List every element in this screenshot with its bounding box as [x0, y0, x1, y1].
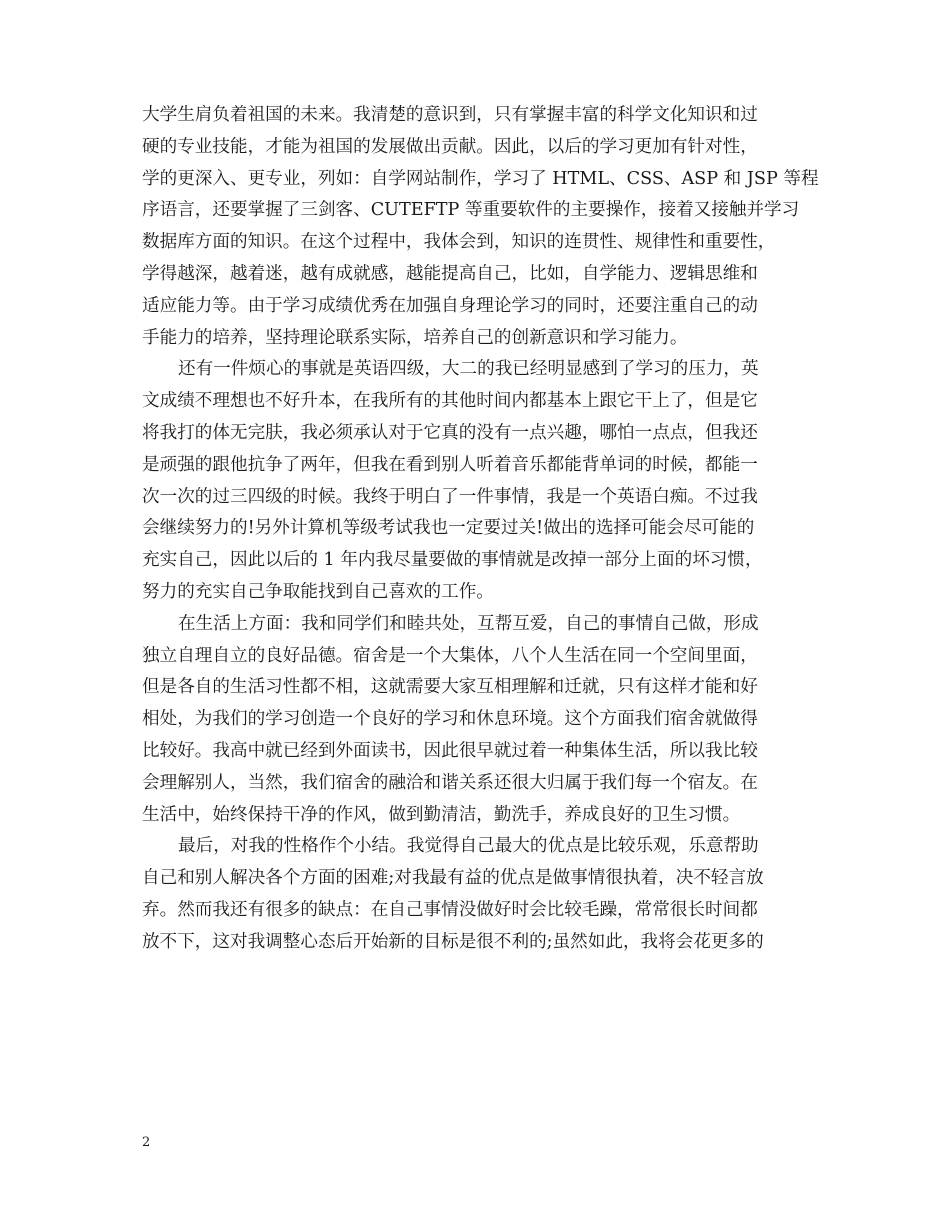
text-line: 会继续努力的!另外计算机等级考试我也一定要过关!做出的选择可能会尽可能的 — [142, 518, 755, 539]
text-line: 比较好。我高中就已经到外面读书，因此很早就过着一种集体生活，所以我比较 — [142, 740, 758, 761]
text-line: 是顽强的跟他抗争了两年，但我在看到别人听着音乐都能背单词的时候，都能一 — [142, 454, 758, 475]
document-body — [142, 100, 822, 959]
text-line: 生活中，始终保持干净的作风，做到勤清洁，勤洗手，养成良好的卫生习惯。 — [142, 804, 741, 825]
paragraph-first-line: 在生活上方面：我和同学们和睦共处，互帮互爱，自己的事情自己做，形成 — [178, 613, 759, 634]
text-line: 放不下，这对我调整心态后开始新的目标是很不利的;虽然如此，我将会花更多的 — [142, 931, 764, 952]
text-line: 但是各自的生活习性都不相，这就需要大家互相理解和迁就，只有这样才能和好 — [142, 677, 758, 698]
text-line: 将我打的体无完肤，我必须承认对于它真的没有一点兴趣，哪怕一点点，但我还 — [142, 422, 758, 443]
text-line: 学的更深入、更专业，列如：自学网站制作，学习了 HTML、CSS、ASP 和 JSP 等程 — [142, 168, 819, 189]
paragraph-first-line: 最后，对我的性格作个小结。我觉得自己最大的优点是比较乐观，乐意帮助 — [178, 836, 759, 857]
text-line: 会理解别人，当然，我们宿舍的融洽和谐关系还很大归属于我们每一个宿友。在 — [142, 772, 758, 793]
text-line: 学得越深，越着迷，越有成就感，越能提高自己，比如，自学能力、逻辑思维和 — [142, 263, 758, 284]
text-line: 充实自己，因此以后的 1 年内我尽量要做的事情就是改掉一部分上面的坏习惯， — [142, 550, 763, 571]
paragraph-first-line: 还有一件烦心的事就是英语四级，大二的我已经明显感到了学习的压力，英 — [178, 359, 759, 380]
text-line: 序语言，还要掌握了三剑客、CUTEFTP 等重要软件的主要操作，接着又接触并学习 — [142, 200, 800, 221]
text-line: 努力的充实自己争取能找到自己喜欢的工作。 — [142, 581, 494, 602]
page-number: 2 — [142, 1135, 151, 1150]
text-line: 大学生肩负着祖国的未来。我清楚的意识到，只有掌握丰富的科学文化知识和过 — [142, 105, 758, 125]
text-line: 弃。然而我还有很多的缺点：在自己事情没做好时会比较毛躁，常常很长时间都 — [142, 899, 758, 920]
text-line: 手能力的培养，坚持理论联系实际，培养自己的创新意识和学习能力。 — [142, 327, 688, 348]
text-line: 文成绩不理想也不好升本，在我所有的其他时间内都基本上跟它干上了，但是它 — [142, 391, 758, 412]
text-line: 次一次的过三四级的时候。我终于明白了一件事情，我是一个英语白痴。不过我 — [142, 486, 758, 507]
text-line: 硬的专业技能，才能为祖国的发展做出贡献。因此，以后的学习更加有针对性， — [142, 136, 758, 157]
text-line: 相处，为我们的学习创造一个良好的学习和休息环境。这个方面我们宿舍就做得 — [142, 709, 758, 730]
text-line: 适应能力等。由于学习成绩优秀在加强自身理论学习的同时，还要注重自己的动 — [142, 295, 758, 316]
text-line: 数据库方面的知识。在这个过程中，我体会到，知识的连贯性、规律性和重要性， — [142, 232, 776, 253]
text-line: 自己和别人解决各个方面的困难;对我最有益的优点是做事情很执着，决不轻言放 — [142, 868, 764, 889]
text-line: 独立自理自立的良好品德。宿舍是一个大集体，八个人生活在同一个空间里面， — [142, 645, 758, 666]
